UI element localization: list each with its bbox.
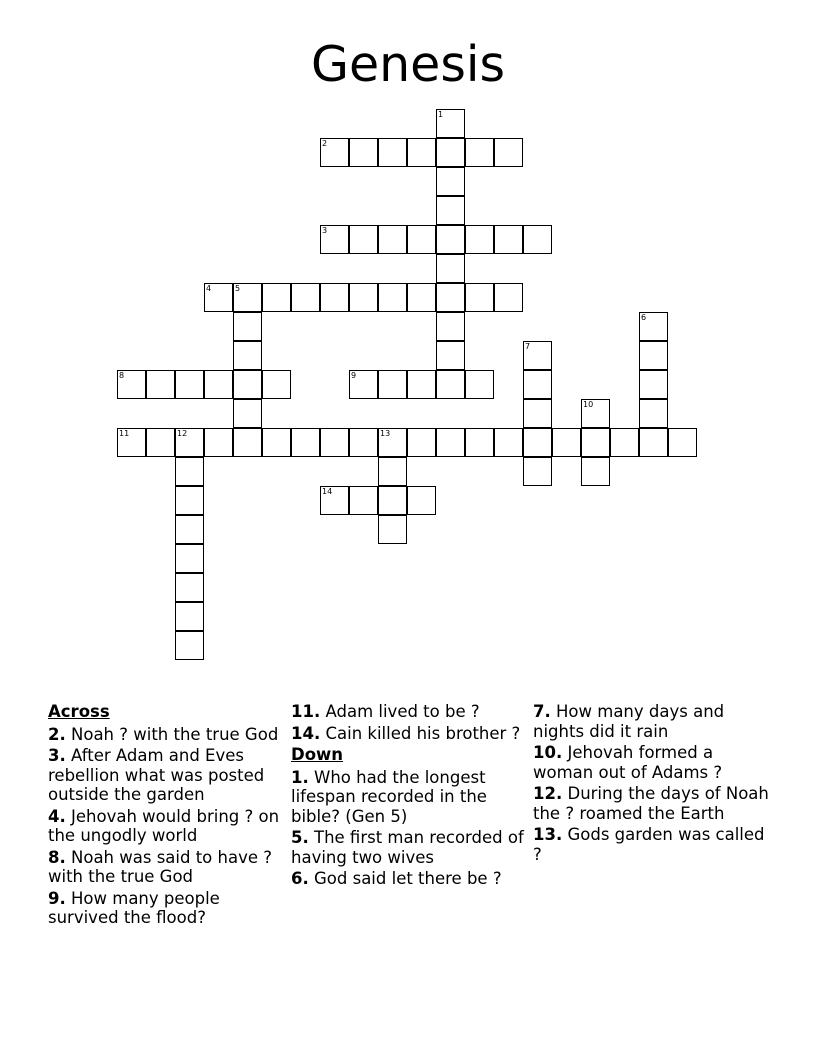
cell-number: 10: [583, 400, 594, 409]
grid-cell[interactable]: [494, 283, 523, 312]
grid-cell[interactable]: [378, 428, 407, 457]
grid-cell[interactable]: [436, 196, 465, 225]
clue-down-5: 5. The first man recorded of having two wives: [291, 828, 524, 867]
grid-cell[interactable]: [465, 370, 494, 399]
grid-cell[interactable]: [494, 225, 523, 254]
grid-cell[interactable]: [349, 428, 378, 457]
grid-cell[interactable]: [146, 370, 175, 399]
grid-cell[interactable]: [320, 486, 349, 515]
grid-cell[interactable]: [146, 428, 175, 457]
grid-cell[interactable]: [465, 225, 494, 254]
clues-column-3: [533, 702, 773, 866]
grid-cell[interactable]: [436, 109, 465, 138]
grid-cell[interactable]: [407, 370, 436, 399]
cell-number: 14: [322, 487, 333, 496]
grid-cell[interactable]: [639, 399, 668, 428]
grid-cell[interactable]: [407, 283, 436, 312]
grid-cell[interactable]: [320, 283, 349, 312]
cell-number: 3: [322, 226, 328, 235]
grid-cell[interactable]: [233, 399, 262, 428]
grid-cell[interactable]: [175, 428, 204, 457]
grid-cell[interactable]: [436, 254, 465, 283]
clue-down-13: 13. Gods garden was called ?: [533, 825, 765, 864]
grid-cell[interactable]: [117, 428, 146, 457]
grid-cell[interactable]: [349, 138, 378, 167]
grid-cell[interactable]: [204, 370, 233, 399]
clue-down-10: 10. Jehovah formed a woman out of Adams ?: [533, 743, 723, 782]
grid-cell[interactable]: [378, 225, 407, 254]
grid-cell[interactable]: [581, 457, 610, 486]
grid-cell[interactable]: [349, 370, 378, 399]
clue-across-9: 9. How many people survived the flood?: [48, 888, 220, 927]
clues-column-1: [48, 702, 288, 930]
clue-down-12: 12. During the days of Noah the ? roamed the Earth: [533, 784, 769, 823]
grid-cell[interactable]: [407, 225, 436, 254]
cell-number: 5: [235, 284, 241, 293]
clue-across-4: 4. Jehovah would bring ? on the ungodly world: [48, 806, 280, 845]
grid-cell[interactable]: [407, 428, 436, 457]
grid-cell[interactable]: [349, 283, 378, 312]
grid-cell[interactable]: [436, 341, 465, 370]
grid-cell[interactable]: [523, 341, 552, 370]
down-heading: Down: [291, 745, 344, 764]
grid-cell[interactable]: [523, 399, 552, 428]
clue-across-11: 11. Adam lived to be ?: [291, 702, 480, 721]
grid-cell[interactable]: [233, 428, 262, 457]
grid-cell[interactable]: [262, 428, 291, 457]
grid-cell[interactable]: [378, 486, 407, 515]
cell-number: 4: [206, 284, 212, 293]
grid-cell[interactable]: [465, 428, 494, 457]
puzzle-title: Genesis: [311, 36, 505, 93]
grid-cell[interactable]: [407, 138, 436, 167]
grid-cell[interactable]: [175, 573, 204, 602]
cell-number: 11: [119, 429, 130, 438]
grid-cell[interactable]: [175, 486, 204, 515]
clues-column-2: [291, 702, 526, 891]
grid-cell[interactable]: [378, 283, 407, 312]
cell-number: 12: [177, 429, 188, 438]
grid-cell[interactable]: [639, 428, 668, 457]
grid-cell[interactable]: [262, 370, 291, 399]
grid-cell[interactable]: [175, 457, 204, 486]
grid-cell[interactable]: [233, 370, 262, 399]
grid-cell[interactable]: [349, 486, 378, 515]
grid-cell[interactable]: [233, 283, 262, 312]
grid-cell[interactable]: [436, 283, 465, 312]
cell-number: 1: [438, 110, 444, 119]
clue-across-2: 2. Noah ? with the true God: [48, 724, 279, 744]
grid-cell[interactable]: [291, 428, 320, 457]
clue-across-8: 8. Noah was said to have ? with the true God: [48, 847, 273, 886]
grid-cell[interactable]: [320, 428, 349, 457]
grid-cell[interactable]: [523, 370, 552, 399]
grid-cell[interactable]: [175, 370, 204, 399]
grid-cell[interactable]: [523, 428, 552, 457]
grid-cell[interactable]: [668, 428, 697, 457]
grid-cell[interactable]: [581, 428, 610, 457]
grid-cell[interactable]: [175, 515, 204, 544]
grid-cell[interactable]: [291, 283, 320, 312]
grid-cell[interactable]: [175, 544, 204, 573]
clue-down-7: 7. How many days and nights did it rain: [533, 702, 725, 741]
grid-cell[interactable]: [494, 138, 523, 167]
grid-cell[interactable]: [320, 225, 349, 254]
grid-cell[interactable]: [349, 225, 378, 254]
grid-cell[interactable]: [436, 138, 465, 167]
clue-down-6: 6. God said let there be ?: [291, 869, 502, 888]
grid-cell[interactable]: [233, 312, 262, 341]
grid-cell[interactable]: [262, 283, 291, 312]
grid-cell[interactable]: [436, 370, 465, 399]
cell-number: 7: [525, 342, 531, 351]
grid-cell[interactable]: [639, 312, 668, 341]
cell-number: 2: [322, 139, 328, 148]
grid-cell[interactable]: [523, 457, 552, 486]
grid-cell[interactable]: [639, 341, 668, 370]
grid-cell[interactable]: [436, 167, 465, 196]
grid-cell[interactable]: [378, 370, 407, 399]
grid-cell[interactable]: [465, 138, 494, 167]
cell-number: 8: [119, 371, 125, 380]
across-heading: Across: [48, 702, 110, 721]
grid-cell[interactable]: [204, 283, 233, 312]
grid-cell[interactable]: [552, 428, 581, 457]
grid-cell[interactable]: [204, 428, 233, 457]
grid-cell[interactable]: [233, 341, 262, 370]
grid-cell[interactable]: [494, 428, 523, 457]
grid-cell[interactable]: [378, 515, 407, 544]
grid-cell[interactable]: [175, 602, 204, 631]
grid-cell[interactable]: [465, 283, 494, 312]
grid-cell[interactable]: [436, 312, 465, 341]
grid-cell[interactable]: [378, 138, 407, 167]
cell-number: 6: [641, 313, 647, 322]
grid-cell[interactable]: [436, 225, 465, 254]
cell-number: 13: [380, 429, 391, 438]
grid-cell[interactable]: [407, 486, 436, 515]
grid-cell[interactable]: [581, 399, 610, 428]
grid-cell[interactable]: [117, 370, 146, 399]
grid-cell[interactable]: [610, 428, 639, 457]
cell-number: 9: [351, 371, 357, 380]
grid-cell[interactable]: [436, 428, 465, 457]
clue-down-1: 1. Who had the longest lifespan recorded in the bible? (Gen 5): [291, 767, 487, 826]
clue-across-14: 14. Cain killed his brother ?: [291, 723, 521, 743]
clue-across-3: 3. After Adam and Eves rebellion what was posted outside the garden: [48, 746, 265, 804]
grid-cell[interactable]: [378, 457, 407, 486]
grid-cell[interactable]: [320, 138, 349, 167]
grid-cell[interactable]: [175, 631, 204, 660]
grid-cell[interactable]: [639, 370, 668, 399]
grid-cell[interactable]: [523, 225, 552, 254]
